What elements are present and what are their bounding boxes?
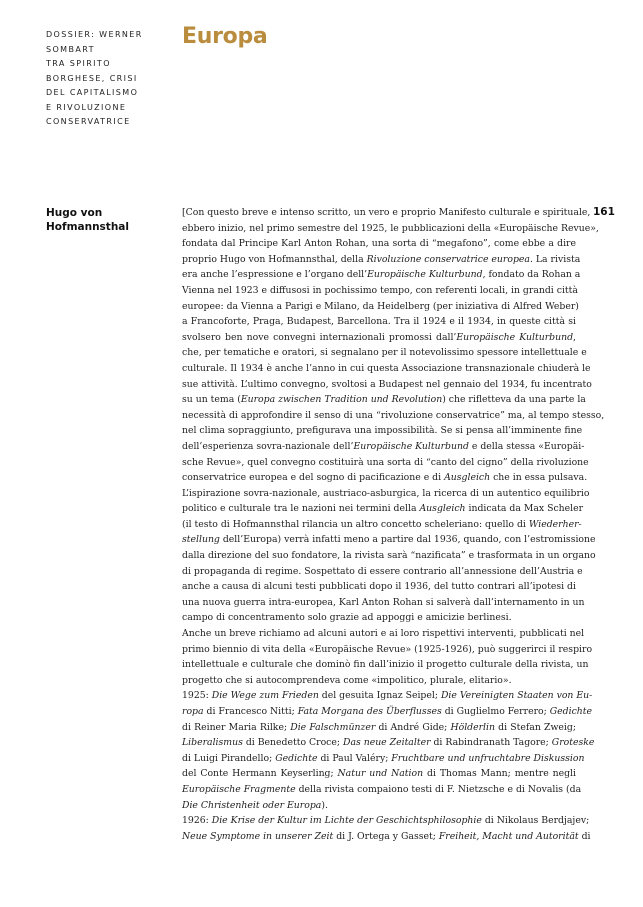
- text-segment: , fondato da Rohan a: [482, 269, 581, 281]
- text-line: [182, 564, 583, 580]
- text-line: [182, 299, 579, 315]
- text-line: [182, 439, 585, 455]
- italic-text: Ausgleich: [444, 472, 491, 484]
- italic-text: stellung: [182, 534, 220, 546]
- text-line: [182, 501, 584, 517]
- dossier-line: CONSERVATRICE: [46, 117, 131, 126]
- text-segment: di Benedetto Croce;: [242, 737, 343, 749]
- text-line: [182, 205, 591, 221]
- italic-text: Wiederher-: [528, 518, 582, 530]
- text-line: [182, 548, 596, 564]
- text-line: [182, 252, 581, 268]
- italic-text: Neue Symptome in unserer Zeit: [182, 830, 334, 842]
- text-segment: anche a causa di alcuni testi pubblicati dopo il 1936, del tutto contrari all’ipotesi di: [182, 581, 576, 593]
- text-segment: di Francesco Nitti;: [203, 706, 298, 717]
- text-segment: nel clima sopraggiunto, prefigurava una impossibilità. Se si pensa all’imminente fine: [182, 425, 583, 437]
- text-segment: di Luigi Pirandello;: [182, 752, 276, 764]
- italic-text: Fata Morgana des Überflusses: [297, 706, 442, 717]
- text-line: [182, 408, 605, 424]
- text-segment: di propaganda di regime. Sospettato di essere contrario all’annessione dell’Austria e: [182, 565, 583, 577]
- italic-text: Das neue Zeitalter: [342, 737, 431, 749]
- text-segment: progetto che si autocomprendeva come «impolitico, plurale, elitario».: [182, 674, 512, 686]
- italic-text: Die Christenheit oder Europa: [182, 799, 322, 811]
- text-line: [182, 532, 596, 548]
- text-segment: una nuova guerra intra-europea, Karl Anton Rohan si salverà dall’internamento in un: [182, 596, 585, 608]
- text-segment: della rivista compaiono testi di F. Nietzsche e di Novalis (da: [295, 783, 582, 795]
- text-line: [182, 798, 576, 814]
- italic-text: Die Falschmünzer: [290, 721, 376, 733]
- italic-text: Gedichte: [549, 706, 593, 717]
- text-line: [182, 735, 595, 751]
- italic-text: Rivoluzione conservatrice europea: [366, 253, 530, 265]
- text-segment: proprio Hugo von Hofmannsthal, della: [182, 253, 367, 265]
- italic-text: Freiheit, Macht und Autorität: [438, 830, 579, 842]
- text-segment: Anche un breve richiamo ad alcuni autori e ai loro rispettivi interventi, pubblicati nel: [182, 628, 585, 640]
- text-line: [182, 673, 576, 689]
- text-line: [182, 486, 590, 502]
- dossier-line: SOMBART: [46, 44, 95, 54]
- text-segment: [Con questo breve e intenso scritto, un vero e proprio Manifesto culturale e spirituale,: [182, 207, 591, 218]
- text-line: [182, 704, 593, 720]
- dossier-line: E RIVOLUZIONE: [46, 102, 127, 112]
- text-line: [182, 642, 593, 658]
- text-segment: di Rabindranath Tagore;: [430, 737, 552, 749]
- text-line: [182, 657, 589, 673]
- text-segment: su un tema (: [182, 394, 241, 406]
- italic-text: Europäische Kulturbund: [353, 440, 469, 452]
- text-segment: di Paul Valéry;: [317, 752, 392, 764]
- text-segment: svolsero ben nove convegni internazionali promossi dall’: [182, 331, 457, 343]
- italic-text: ropa: [182, 706, 204, 717]
- text-line: [182, 267, 581, 283]
- text-segment: primo biennio di vita della «Europäische Revue» (1925-1926), può suggerirci il respiro: [182, 643, 593, 655]
- text-segment: che, per tematiche e oratori, si segnalano per il notevolissimo spessore intellettuale e: [182, 347, 587, 359]
- text-segment: del gesuita Ignaz Seipel;: [318, 690, 441, 702]
- text-line: [182, 455, 589, 471]
- text-line: [182, 517, 582, 533]
- author-line: Hugo von: [46, 207, 103, 219]
- text-segment: Vienna nel 1923 e diffusosi in pochissimo tempo, con referenti locali, in grandi città: [182, 284, 578, 296]
- text-segment: dell’Europa) verrà infatti meno a partire dal 1936, quando, con l’estromissione: [219, 534, 596, 546]
- italic-text: Gedichte: [275, 752, 318, 764]
- italic-text: Hölderlin: [450, 721, 495, 733]
- text-line: [182, 595, 585, 611]
- italic-text: Die Wege zum Frieden: [211, 690, 319, 702]
- text-line: [182, 610, 576, 626]
- text-segment: di Reiner Maria Rilke;: [182, 721, 291, 733]
- text-line: [182, 782, 582, 798]
- text-segment: di Thomas Mann; mentre negli: [423, 768, 576, 780]
- italic-text: Europäische Kulturbund: [456, 331, 574, 343]
- text-segment: campo di concentramento solo grazie ad appoggi e amicizie berlinesi.: [182, 612, 512, 624]
- text-segment: dell’esperienza sovra-nazionale dell’: [182, 440, 354, 452]
- text-segment: ebbero inizio, nel primo semestre del 1925, le pubblicazioni della «Europäische Revue»,: [182, 222, 599, 234]
- text-line: [182, 688, 593, 704]
- text-segment: politico e culturale tra le nazioni nei termini della: [182, 503, 420, 515]
- italic-text: Europäische Kulturbund: [367, 269, 483, 281]
- section-title: Europa: [182, 24, 268, 49]
- dossier-line: DEL CAPITALISMO: [46, 88, 139, 97]
- text-line: [182, 626, 585, 642]
- text-line: [182, 330, 576, 346]
- author-name: [46, 206, 166, 234]
- text-segment: culturale. Il 1934 è anche l’anno in cui questa Associazione transnazionale chiuderà le: [182, 362, 591, 374]
- text-segment: e della stessa «Europäi-: [468, 440, 585, 452]
- text-line: [182, 345, 587, 361]
- text-line: [182, 423, 583, 439]
- text-segment: europee: da Vienna a Parigi e Milano, da Heidelberg (per iniziativa di Alfred Weber): [182, 300, 579, 312]
- text-segment: (il testo di Hofmannsthal rilancia un altro concetto scheleriano: quello di: [182, 518, 529, 530]
- text-segment: di Stefan Zweig;: [495, 721, 576, 733]
- italic-text: Fruchtbare und unfruchtabre Diskussion: [391, 752, 585, 764]
- text-segment: ,: [573, 331, 576, 343]
- author-line: Hofmannsthal: [46, 221, 129, 233]
- text-segment: fondata dal Principe Karl Anton Rohan, una sorta di “megafono”, come ebbe a dire: [182, 238, 576, 250]
- text-segment: di Nikolaus Berdjajev;: [481, 815, 590, 827]
- text-line: [182, 377, 592, 393]
- text-segment: . La rivista: [529, 253, 581, 265]
- text-segment: ) che rifletteva da una parte la: [442, 394, 586, 406]
- text-segment: di: [578, 830, 591, 842]
- text-line: [182, 361, 591, 377]
- text-segment: indicata da Max Scheler: [465, 503, 584, 515]
- italic-text: Die Krise der Kultur im Lichte der Geschichtsphilosophie: [211, 815, 482, 827]
- text-segment: intellettuale e culturale che dominò fin dall’inizio il progetto culturale della rivista, un: [182, 659, 589, 671]
- italic-text: Groteske: [551, 737, 595, 749]
- text-segment: era anche l’espressione e l’organo dell’: [182, 269, 368, 281]
- text-line: [182, 221, 599, 237]
- text-segment: 1925:: [182, 690, 212, 702]
- text-line: [182, 766, 576, 782]
- italic-text: Natur und Nation: [337, 768, 424, 780]
- text-line: [182, 813, 590, 829]
- text-segment: conservatrice europea e del sogno di pacificazione e di: [182, 472, 445, 484]
- text-segment: L’ispirazione sovra-nazionale, austriaco-asburgica, la ricerca di un autentico equilibrio: [182, 487, 590, 499]
- text-segment: di Guglielmo Ferrero;: [441, 706, 550, 717]
- text-segment: necessità di approfondire il senso di una “rivoluzione conservatrice” ma, al tempo stesso,: [182, 409, 605, 421]
- text-segment: a Francoforte, Praga, Budapest, Barcellona. Tra il 1924 e il 1934, in queste città si: [182, 316, 576, 328]
- text-segment: di J. Ortega y Gasset;: [333, 830, 439, 842]
- text-segment: sche Revue», quel convegno costituirà una sorta di “canto del cigno” della rivoluzione: [182, 456, 589, 468]
- text-line: [182, 751, 585, 767]
- text-segment: del Conte Hermann Keyserling;: [182, 768, 338, 780]
- text-line: [182, 236, 576, 252]
- text-line: [182, 720, 576, 736]
- dossier-heading: [46, 28, 166, 130]
- dossier-line: TRA SPIRITO: [46, 59, 111, 68]
- text-line: [182, 579, 576, 595]
- text-line: [182, 829, 591, 845]
- text-segment: di André Gide;: [375, 721, 451, 733]
- text-segment: dalla direzione del suo fondatore, la rivista sarà “nazificata” e trasformata in un organo: [182, 550, 596, 562]
- page-number: 161: [593, 206, 615, 218]
- text-segment: che in essa pulsava.: [490, 472, 588, 484]
- text-line: [182, 283, 576, 299]
- dossier-line: DOSSIER: WERNER: [46, 30, 143, 39]
- italic-text: Europa zwischen Tradition und Revolution: [240, 394, 443, 406]
- text-segment: sue attività. L’ultimo convegno, svoltosi a Budapest nel gennaio del 1934, fu incentrato: [182, 378, 592, 390]
- italic-text: Ausgleich: [419, 503, 466, 515]
- text-line: [182, 470, 588, 486]
- dossier-line: BORGHESE, CRISI: [46, 73, 138, 83]
- text-segment: 1926:: [182, 815, 212, 827]
- italic-text: Liberalismus: [182, 737, 243, 749]
- text-line: [182, 392, 586, 408]
- italic-text: Die Vereinigten Staaten von Eu-: [440, 690, 593, 702]
- text-segment: ).: [321, 799, 328, 811]
- text-line: [182, 314, 576, 330]
- italic-text: Europäische Fragmente: [182, 783, 296, 795]
